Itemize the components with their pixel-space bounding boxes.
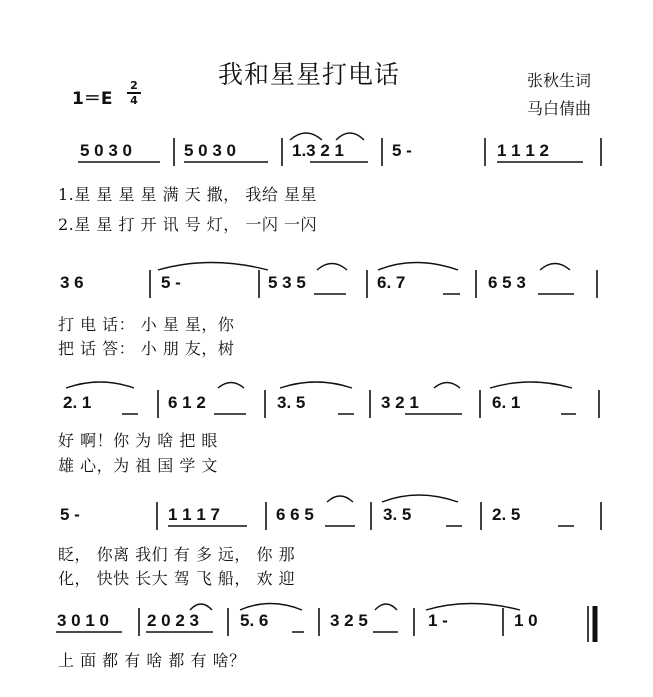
lyrics-verse-1: 上 面 都 有 啥 都 有 啥？: [58, 651, 246, 670]
time-signature-bottom: 4: [130, 93, 138, 107]
key-signature: 1＝E: [72, 89, 113, 109]
lyrics-verse-1: 打 电 话： 小 星 星，你: [58, 315, 235, 334]
slur: [190, 604, 212, 610]
lyrics-verse-2: 2.星 星 打 开 讯 号 灯， 一闪 一闪: [58, 215, 317, 234]
measure-5-4: 3 2 5: [330, 611, 368, 630]
slur: [426, 604, 520, 611]
measure-4-4: 3. 5: [383, 505, 412, 524]
composer-credit: 马白倩曲: [527, 99, 592, 118]
measure-5-6: 1 0: [514, 611, 538, 630]
slur: [540, 264, 570, 271]
measure-4-3: 6 6 5: [276, 505, 314, 524]
measure-3-5: 6. 1: [492, 393, 521, 412]
measure-5-5: 1 -: [428, 611, 448, 630]
slur: [158, 263, 268, 271]
measure-5-3: 5. 6: [240, 611, 269, 630]
measure-1-1: 5 0 3 0: [80, 141, 132, 160]
measure-3-3: 3. 5: [277, 393, 306, 412]
lyrics-verse-2: 把 话 答： 小 朋 友，树: [58, 339, 235, 358]
measure-4-5: 2. 5: [492, 505, 521, 524]
slur: [280, 382, 352, 388]
time-signature-top: 2: [130, 79, 138, 92]
slur: [382, 495, 458, 502]
measure-2-5: 6 5 3: [488, 273, 526, 292]
slur: [240, 604, 302, 611]
slur: [375, 604, 397, 610]
lyrics-verse-2: 化， 快快 长大 驾 飞 船， 欢 迎: [58, 569, 296, 588]
lyrics-verse-2: 雄 心，为 祖 国 学 文: [58, 456, 218, 475]
lyrics-verse-1: 眨， 你离 我们 有 多 远， 你 那: [58, 545, 296, 564]
slur: [66, 382, 134, 388]
measure-3-1: 2. 1: [63, 393, 92, 412]
measure-2-3: 5 3 5: [268, 273, 306, 292]
measure-2-4: 6. 7: [377, 273, 406, 292]
lyrics-verse-1: 1.星 星 星 星 满 天 撒， 我给 星星: [58, 185, 317, 204]
slur: [378, 263, 458, 271]
slur: [490, 382, 572, 388]
measure-5-2: 2 0 2 3: [147, 611, 199, 630]
measure-3-4: 3 2 1: [381, 393, 419, 412]
lyrics-verse-1: 好 啊！你 为 啥 把 眼: [58, 431, 218, 450]
slur: [327, 496, 353, 502]
measure-1-2: 5 0 3 0: [184, 141, 236, 160]
song-title: 我和星星打电话: [218, 60, 401, 89]
measure-1-4: 5 -: [392, 141, 412, 160]
measure-5-1: 3 0 1 0: [57, 611, 109, 630]
slur: [290, 133, 322, 140]
measure-2-1: 3 6: [60, 273, 84, 292]
measure-4-1: 5 -: [60, 505, 80, 524]
measure-1-3: 1.3 2 1: [292, 141, 344, 160]
measure-4-2: 1 1 1 7: [168, 505, 220, 524]
slur: [317, 264, 347, 271]
measure-3-2: 6 1 2: [168, 393, 206, 412]
slur: [336, 133, 364, 140]
measure-1-5: 1 1 1 2: [497, 141, 549, 160]
slur: [218, 383, 244, 389]
lyricist-credit: 张秋生词: [527, 71, 592, 90]
slur: [434, 383, 460, 389]
measure-2-2: 5 -: [161, 273, 181, 292]
